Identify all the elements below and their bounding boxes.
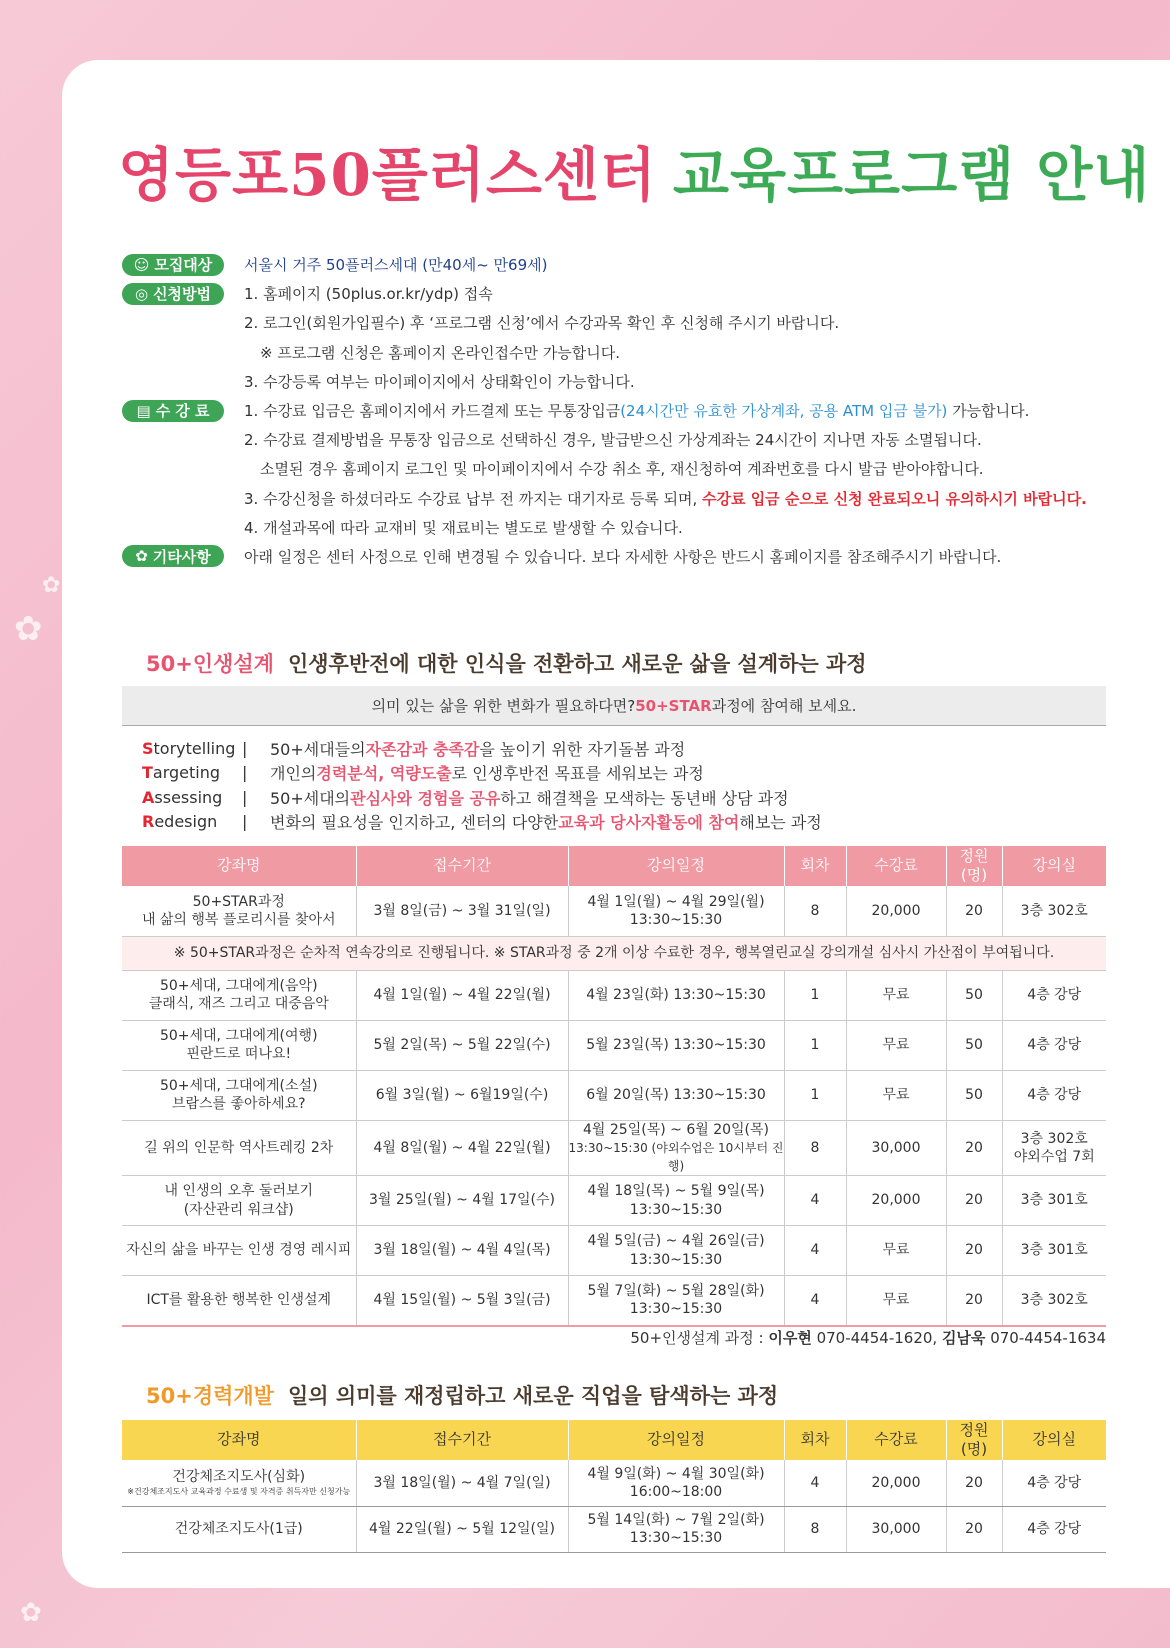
section1-rows-2-name2: 브람스를 좋아하세요? [171,1096,306,1112]
section2-rows-1-fee: 30,000 [846,1506,946,1552]
section1-rows-5-sch2: 13:30~15:30 [629,1251,723,1268]
section1-rows-5-period: 3월 18일(월) ~ 4월 4일(목) [356,1226,568,1276]
section1-rows-4-cap: 20 [946,1176,1002,1226]
section1-rows-2-sch1: 6월 20일(목) 13:30~15:30 [568,1070,784,1120]
star-item: Targeting | 개인의 경력분석, 역량도출 로 인생후반전 목표를 세워보는 과정 [142,763,704,784]
table-row [122,1226,1106,1276]
section1-rows-1-name1: 50+세대, 그대에게(여행) [159,1027,318,1044]
info-fee_badge: 수 강 료 [155,402,210,421]
section1-rows-3-sch2: 13:30~15:30 (야외수업은 10시부터 진행) [568,1140,784,1173]
person-icon: ☺ [133,255,150,274]
header-schedule: 강의일정 [568,1420,784,1460]
info-fee_line1_a: 1. 수강료 입금은 홈페이지에서 카드결제 또는 무통장입금 [244,402,621,421]
section1-star-1-letter: T [142,763,153,783]
table-header-row [122,846,1106,886]
section1-rows-6-sch2: 13:30~15:30 [629,1301,723,1318]
contact-info [630,1327,1106,1348]
section1-rows-3-sch1: 4월 25일(목) ~ 6월 20일(목) [583,1121,769,1138]
section1-row0-sch2: 13:30~15:30 [629,911,723,928]
section1-rows-6-period: 4월 15일(월) ~ 5월 3일(금) [356,1276,568,1326]
document-icon: ▤ [136,401,151,420]
section1-rows-3-room1: 3층 302호 [1020,1130,1088,1147]
header-capacity: 정원(명) [946,1420,1002,1460]
apply-line: 2. 로그인(회원가입필수) 후 ‘프로그램 신청’에서 수강과목 확인 후 신청해 주시기 바랍니다. [244,314,840,333]
section1-rows-0-period: 4월 1일(월) ~ 4월 22일(월) [356,970,568,1020]
section1-row0-cap: 20 [946,886,1002,936]
info-etc_badge: 기타사항 [152,547,211,566]
section1-row0-room1: 3층 302호 [1002,886,1106,936]
section2-rows-1-sch1: 5월 14일(화) ~ 7월 2일(화) [587,1511,765,1528]
section2-rows-0-fee: 20,000 [846,1460,946,1506]
section1-star-3-hl: 교육과 당사자활동에 참여 [558,813,740,833]
section1-note: ※ 50+STAR과정은 순차적 연속강의로 진행됩니다. ※ STAR과정 중 2개 이상 수료한 경우, 행복열린교실 강의개설 심사시 가산점이 부여됩니다. [122,936,1106,970]
gear-icon: ✿ [135,547,148,566]
section1-star-2-letter: A [142,787,155,807]
header-fee: 수강료 [846,846,946,886]
section1-heading: 인생후반전에 대한 인식을 전환하고 새로운 삶을 설계하는 과정 [287,652,867,676]
section1-rows-6-count: 4 [784,1276,846,1326]
section2-rows-1-sch2: 13:30~15:30 [629,1530,723,1546]
header-period: 접수기간 [356,1420,568,1460]
section2-tag: 50+경력개발 [146,1384,274,1408]
star-item: Redesign | 변화의 필요성을 인지하고, 센터의 다양한 교육과 당사자활동에 참여 해보는 과정 [142,812,822,833]
section1-row0-sch1: 4월 1일(월) ~ 4월 29일(월) [587,893,765,910]
section2-rows-0-sch1: 4월 9일(화) ~ 4월 30일(화) [587,1465,765,1482]
section1-rows-5-name1: 자신의 삶을 바꾸는 인생 경영 레시피 [122,1226,356,1276]
section1-row0-name2: 내 삶의 행복 플로리시를 찾아서 [141,911,336,928]
section1-rows-6-room1: 3층 302호 [1002,1276,1106,1326]
section1-rows-1-count: 1 [784,1020,846,1070]
section2-rows-1-count: 8 [784,1506,846,1552]
section2-rows-0-name2: ※건강체조지도사 교육과정 수료생 및 자격증 취득자만 신청가능 [127,1486,351,1496]
header-count: 회차 [784,1420,846,1460]
section1-contact_label: 50+인생설계 과정 : [630,1329,769,1347]
section1-rows-2-cap: 50 [946,1070,1002,1120]
star-list [142,736,822,834]
section1-rows-5-count: 4 [784,1226,846,1276]
section1-rows-2-period: 6월 3일(월) ~ 6월19일(수) [356,1070,568,1120]
section1-rows-4-sch1: 4월 18일(목) ~ 5월 9일(목) [587,1183,765,1200]
star-item: Storytelling | 50+세대들의 자존감과 충족감 을 높이기 위한 자기돌봄 과정 [142,738,686,759]
section2-rows-0-room1: 4층 강당 [1002,1460,1106,1506]
section1-rows-1-cap: 50 [946,1020,1002,1070]
header-room: 강의실 [1002,846,1106,886]
section1-rows-0-name1: 50+세대, 그대에게(음악) [159,977,318,994]
etc-badge [122,545,224,567]
header-count: 회차 [784,846,846,886]
section-heading-career [146,1380,778,1410]
section-heading-life-design [146,648,867,678]
section1-rows-3-period: 4월 8일(월) ~ 4월 22일(월) [356,1120,568,1176]
fee-line: 4. 개설과목에 따라 교재비 및 재료비는 별도로 발생할 수 있습니다. [244,518,683,537]
life-design-table [122,846,1106,1327]
blossom-decoration: ✿ [20,1598,42,1628]
section1-row0-name1: 50+STAR과정 [192,893,285,910]
apply-line: 1. 홈페이지 (50plus.or.kr/ydp) 접속 [244,285,493,304]
section1-band_a: 의미 있는 삶을 위한 변화가 필요하다면? [371,697,636,715]
section1-rows-0-room1: 4층 강당 [1002,970,1106,1020]
target-badge [122,254,224,276]
section2-rows-0-name1: 건강체조지도사(심화) [172,1469,306,1486]
header-room: 강의실 [1002,1420,1106,1460]
header-period: 접수기간 [356,846,568,886]
section1-rows-4-sch2: 13:30~15:30 [629,1201,723,1218]
table-row [122,1176,1106,1226]
section1-contact_phone1: 070-4454-1620, [811,1329,942,1347]
career-table [122,1420,1106,1553]
info-apply_badge: 신청방법 [153,285,212,304]
section1-rows-4-name1: 내 인생의 오후 둘러보기 [164,1183,314,1200]
section1-row0-count: 8 [784,886,846,936]
section1-star-2-b: 하고 해결책을 모색하는 동년배 상담 과정 [500,788,789,808]
section1-band_b: 50+STAR [635,696,712,715]
section1-star-0-a: 50+세대들의 [270,739,366,759]
section1-rows-5-sch1: 4월 5일(금) ~ 4월 26일(금) [587,1233,765,1250]
table-row [122,1506,1106,1552]
section2-rows-1-cap: 20 [946,1506,1002,1552]
chat-icon: ◎ [134,284,149,303]
header-schedule: 강의일정 [568,846,784,886]
section1-contact_phone2: 070-4454-1634 [985,1329,1106,1347]
section1-rows-4-name2: (자산관리 워크샵) [183,1201,294,1218]
header-course: 강좌명 [122,1420,356,1460]
section1-rows-3-cap: 20 [946,1120,1002,1176]
section1-star-0-b: 을 높이기 위한 자기돌봄 과정 [479,739,686,759]
apply-badge [122,283,224,305]
section2-rows-0-count: 4 [784,1460,846,1506]
section1-rows-6-sch1: 5월 7일(화) ~ 5월 28일(화) [587,1283,765,1300]
section1-rows-0-count: 1 [784,970,846,1020]
info-fee_line4_b: 수강료 입금 순으로 신청 완료되오니 유의하시기 바랍니다. [702,489,1087,508]
section1-star-1-b: 로 인생후반전 목표를 세워보는 과정 [451,764,704,784]
section1-rows-4-count: 4 [784,1176,846,1226]
section1-rows-0-sch1: 4월 23일(화) 13:30~15:30 [568,970,784,1020]
section1-rows-2-count: 1 [784,1070,846,1120]
section1-rows-1-period: 5월 2일(목) ~ 5월 22일(수) [356,1020,568,1070]
section1-rows-1-fee: 무료 [846,1020,946,1070]
etc-text: 아래 일정은 센터 사정으로 인해 변경될 수 있습니다. 보다 자세한 사항은 반드시 홈페이지를 참조해주시기 바랍니다. [244,547,1002,566]
section1-rows-2-room1: 4층 강당 [1002,1070,1106,1120]
title-center-name: 영등포50플러스센터 [118,141,657,209]
section1-rows-2-name1: 50+세대, 그대에게(소설) [159,1077,318,1094]
section1-rows-5-cap: 20 [946,1226,1002,1276]
info-target_badge: 모집대상 [154,256,213,275]
section2-rows-0-cap: 20 [946,1460,1002,1506]
section1-rows-4-fee: 20,000 [846,1176,946,1226]
section1-star-3-letter: R [142,812,155,832]
section1-star-0-letter: S [142,738,154,758]
page-title [118,128,1150,212]
section1-contact_name1: 이우현 [768,1329,812,1347]
header-capacity: 정원(명) [946,846,1002,886]
star-intro-band [122,686,1106,726]
section1-contact_name2: 김남욱 [941,1329,986,1347]
apply-line: 3. 수강등록 여부는 마이페이지에서 상태확인이 가능합니다. [244,372,635,391]
section1-star-3-b: 해보는 과정 [739,813,822,833]
section1-rows-3-name1: 길 위의 인문학 역사트레킹 2차 [122,1120,356,1176]
section2-rows-1-period: 4월 22일(월) ~ 5월 12일(일) [356,1506,568,1552]
section1-rows-5-room1: 3층 301호 [1002,1226,1106,1276]
table-row [122,1070,1106,1120]
star-item: Assessing | 50+세대의 관심사와 경험을 공유 하고 해결책을 모색하는 동년배 상담 과정 [142,787,789,808]
target-text: 서울시 거주 50플러스세대 (만40세~ 만69세) [244,256,548,275]
section2-rows-1-room1: 4층 강당 [1002,1506,1106,1552]
apply-note: ※ 프로그램 신청은 홈페이지 온라인접수만 가능합니다. [260,343,620,362]
table-row [122,1276,1106,1326]
section1-star-3-a: 변화의 필요성을 인지하고, 센터의 다양한 [270,813,559,833]
section2-rows-0-period: 3월 18일(월) ~ 4월 7일(일) [356,1460,568,1506]
fee-line: 소멸된 경우 홈페이지 로그인 및 마이페이지에서 수강 취소 후, 재신청하여 계좌번호를 다시 발급 받아야합니다. [260,460,984,479]
table-header-row [122,1420,1106,1460]
section1-rows-5-fee: 무료 [846,1226,946,1276]
table-row [122,1120,1106,1176]
blossom-decoration: ✿ [14,609,43,649]
fee-line [244,488,1087,509]
section1-star-2-hl: 관심사와 경험을 공유 [350,788,501,808]
fee-line [244,400,1029,421]
section1-star-1-a: 개인의 [270,764,317,784]
section1-rows-3-count: 8 [784,1120,846,1176]
section1-rows-3-fee: 30,000 [846,1120,946,1176]
section1-rows-6-cap: 20 [946,1276,1002,1326]
info-fee_line1_b: (24시간만 유효한 가상계좌, 공용 ATM 입금 불가) [620,402,948,421]
info-fee_line1_c: 가능합니다. [947,402,1030,421]
section1-rows-1-name2: 핀란드로 떠나요! [186,1046,292,1062]
header-fee: 수강료 [846,1420,946,1460]
table-row [122,886,1106,936]
table-row [122,1460,1106,1506]
section1-rows-2-fee: 무료 [846,1070,946,1120]
section1-star-0-hl: 자존감과 충족감 [365,739,480,759]
section1-row0-period: 3월 8일(금) ~ 3월 31일(일) [356,886,568,936]
section1-star-1-hl: 경력분석, 역량도출 [316,764,452,784]
table-row [122,1020,1106,1070]
section1-star-2-rest: ssessing [154,787,223,807]
info-fee_line4_a: 3. 수강신청을 하셨더라도 수강료 납부 전 까지는 대기자로 등록 되며, [244,489,702,508]
section1-tag: 50+인생설계 [146,652,274,676]
title-program-guide: 교육프로그램 안내 [672,141,1151,209]
blossom-decoration: ✿ [42,573,61,598]
section1-rows-6-name1: ICT를 활용한 행복한 인생설계 [122,1276,356,1326]
table-row [122,970,1106,1020]
section2-rows-0-sch2: 16:00~18:00 [629,1483,723,1500]
fee-badge [122,400,224,422]
section1-star-0-rest: torytelling [153,738,236,758]
section2-heading: 일의 의미를 재정립하고 새로운 직업을 탐색하는 과정 [287,1384,779,1408]
section1-rows-0-fee: 무료 [846,970,946,1020]
section1-rows-1-sch1: 5월 23일(목) 13:30~15:30 [568,1020,784,1070]
section1-rows-1-room1: 4층 강당 [1002,1020,1106,1070]
info-section [122,250,1122,571]
section1-rows-0-name2: 클래식, 재즈 그리고 대중음악 [148,996,329,1012]
section1-star-1-rest: argeting [152,763,221,783]
fee-line: 2. 수강료 결제방법을 무통장 입금으로 선택하신 경우, 발급받으신 가상계좌는 24시간이 지나면 자동 소멸됩니다. [244,431,982,450]
section1-row0-fee: 20,000 [846,886,946,936]
header-course: 강좌명 [122,846,356,886]
section1-band_c: 과정에 참여해 보세요. [711,697,857,715]
section1-star-3-rest: edesign [154,812,218,832]
section2-rows-1-name1: 건강체조지도사(1급) [122,1506,356,1552]
section1-rows-0-cap: 50 [946,970,1002,1020]
section1-star-2-a: 50+세대의 [270,788,351,808]
section1-rows-6-fee: 무료 [846,1276,946,1326]
star-note-row [122,936,1106,970]
section1-rows-4-period: 3월 25일(월) ~ 4월 17일(수) [356,1176,568,1226]
section1-rows-4-room1: 3층 301호 [1002,1176,1106,1226]
section1-rows-3-room2: 야외수업 7회 [1013,1148,1095,1165]
